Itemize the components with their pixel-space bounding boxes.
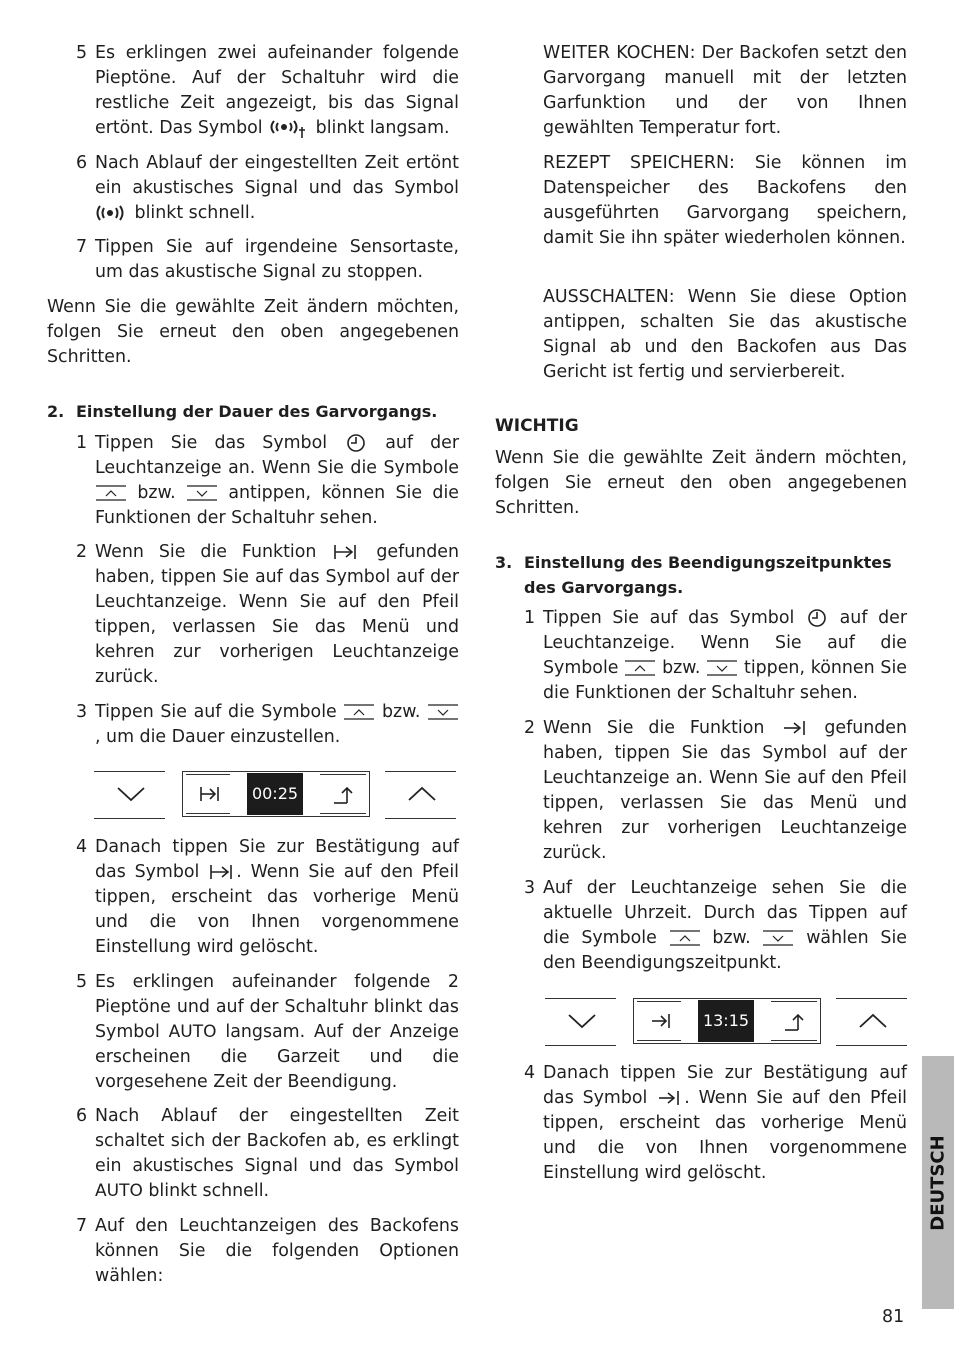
chevron-down-icon <box>116 785 146 803</box>
up-key-icon <box>669 929 701 947</box>
signal-t-icon <box>268 117 310 139</box>
list-item: 1 Tippen Sie das Symbol auf der Leuchtanzeige an. Wenn Sie die Symbole bzw. antippen, können Sie die Funktionen der Schaltuhr sehen. <box>76 433 459 528</box>
return-arrow-icon <box>784 1012 806 1032</box>
duration-icon <box>199 785 221 803</box>
return-arrow-icon <box>333 785 355 805</box>
list-item: 4 Danach tippen Sie zur Bestätigung auf das Symbol . Wenn Sie auf den Pfeil tippen, erscheint das vorherige Menü und die von Ihnen vorgenommene Einstellung wird gelöscht. <box>524 1063 907 1183</box>
display-box <box>633 998 821 1044</box>
clock-icon <box>344 433 368 453</box>
display-time: 00:25 <box>247 773 303 815</box>
up-key-icon <box>95 484 127 502</box>
list-item: 2 Wenn Sie die Funktion gefunden haben, tippen Sie das Symbol auf der Leuchtanzeige an. Wenn Sie auf den Pfeil tippen, verlassen Sie das Menü und kehren zur vorherigen Leuchtanzeige zurück. <box>524 718 907 863</box>
list-item: 6 Nach Ablauf der eingestellten Zeit schaltet sich der Backofen ab, es erklingt ein akustisches Signal und das Symbol AUTO blinkt schnell. <box>76 1106 459 1201</box>
duration-icon <box>331 542 361 562</box>
language-side-tab: DEUTSCH <box>922 1056 954 1309</box>
option-paragraph: WEITER KOCHEN: Der Backofen setzt den Garvorgang manuell mit der letzten Garfunktion und der von Ihnen gewählten Temperatur fort. <box>543 43 907 138</box>
oven-display-panel <box>94 771 456 819</box>
down-button[interactable] <box>545 998 616 1046</box>
duration-button[interactable] <box>186 774 230 814</box>
up-key-icon <box>624 659 656 677</box>
chevron-up-icon <box>858 1012 888 1030</box>
section-heading: 2. Einstellung der Dauer des Garvorgangs. <box>47 402 438 421</box>
chevron-up-icon <box>407 785 437 803</box>
list-item: 6 Nach Ablauf der eingestellten Zeit ertönt ein akustisches Signal und das Symbol blinkt schnell. <box>76 153 459 223</box>
signal-icon <box>95 203 129 223</box>
end-time-icon <box>650 1012 672 1030</box>
end-time-button[interactable] <box>637 1001 681 1041</box>
down-key-icon <box>186 484 218 502</box>
chevron-down-icon <box>567 1012 597 1030</box>
display-box <box>182 771 370 817</box>
list-item: 5 Es erklingen zwei aufeinander folgende Pieptöne. Auf der Schaltuhr wird die restliche Zeit angezeigt, bis das Signal ertönt. Das Symbol blinkt langsam. <box>76 43 459 138</box>
wichtig-text: Wenn Sie die gewählte Zeit ändern möchten, folgen Sie erneut den oben angegebenen Schritten. <box>495 448 907 518</box>
up-button[interactable] <box>836 998 907 1046</box>
down-key-icon <box>706 659 738 677</box>
section-heading: 3. Einstellung des Beendigungszeitpunktes des Garvorgangs. <box>495 553 892 597</box>
note-paragraph: Wenn Sie die gewählte Zeit ändern möchten, folgen Sie erneut den oben angegebenen Schritten. <box>47 297 459 367</box>
duration-icon <box>208 862 236 882</box>
option-paragraph: REZEPT SPEICHERN: Sie können im Datenspeicher des Backofens den ausgeführten Garvorgang speichern, damit Sie ihn später wiederholen können. <box>543 153 907 248</box>
auto-label: AUTO <box>95 1181 143 1201</box>
wichtig-title: WICHTIG <box>495 416 579 436</box>
end-time-icon <box>656 1088 684 1108</box>
up-key-icon <box>343 703 375 721</box>
list-item: 2 Wenn Sie die Funktion gefunden haben, tippen Sie auf das Symbol auf der Leuchtanzeige. Wenn Sie auf den Pfeil tippen, verlassen Sie das Menü und kehren zur vorherigen Leuchtanzeige zurück. <box>76 542 459 687</box>
back-button[interactable] <box>771 1001 817 1041</box>
list-item: 3 Tippen Sie auf die Symbole bzw. , um die Dauer einzustellen. <box>76 700 459 750</box>
list-item: 4 Danach tippen Sie zur Bestätigung auf das Symbol . Wenn Sie auf den Pfeil tippen, erscheint das vorherige Menü und die von Ihnen vorgenommene Einstellung wird gelöscht. <box>76 837 459 957</box>
option-paragraph: AUSSCHALTEN: Wenn Sie diese Option antippen, schalten Sie das akustische Signal ab und den Backofen aus Das Gericht ist fertig und servierbereit. <box>543 287 907 382</box>
up-button[interactable] <box>385 771 456 819</box>
down-key-icon <box>762 929 794 947</box>
list-item: 1 Tippen Sie auf das Symbol auf der Leuchtanzeige. Wenn Sie auf die Symbole bzw. tippen, können Sie die Funktionen der Schaltuhr sehen. <box>524 608 907 703</box>
page-number: 81 <box>882 1307 905 1327</box>
clock-icon <box>805 608 829 628</box>
display-time: 13:15 <box>698 1000 754 1042</box>
back-button[interactable] <box>320 774 366 814</box>
list-item: 3 Auf der Leuchtanzeige sehen Sie die aktuelle Uhrzeit. Durch das Tippen auf die Symbole bzw. wählen Sie den Beendigungszeitpunkt. <box>524 878 907 973</box>
end-time-icon <box>779 718 809 738</box>
auto-label: AUTO <box>168 1022 217 1042</box>
list-item: 7 Tippen Sie auf irgendeine Sensortaste, um das akustische Signal zu stoppen. <box>76 237 459 282</box>
down-button[interactable] <box>94 771 165 819</box>
list-item: 7 Auf den Leuchtanzeigen des Backofens können Sie die folgenden Optionen wählen: <box>76 1216 459 1286</box>
oven-display-panel <box>545 998 907 1046</box>
down-key-icon <box>427 703 459 721</box>
list-item: 5 Es erklingen aufeinander folgende 2 Pieptöne und auf der Schaltuhr blinkt das Symbol AUTO langsam. Auf der Anzeige erscheinen die Garzeit und die vorgesehene Zeit der Beendigung. <box>76 972 460 1092</box>
